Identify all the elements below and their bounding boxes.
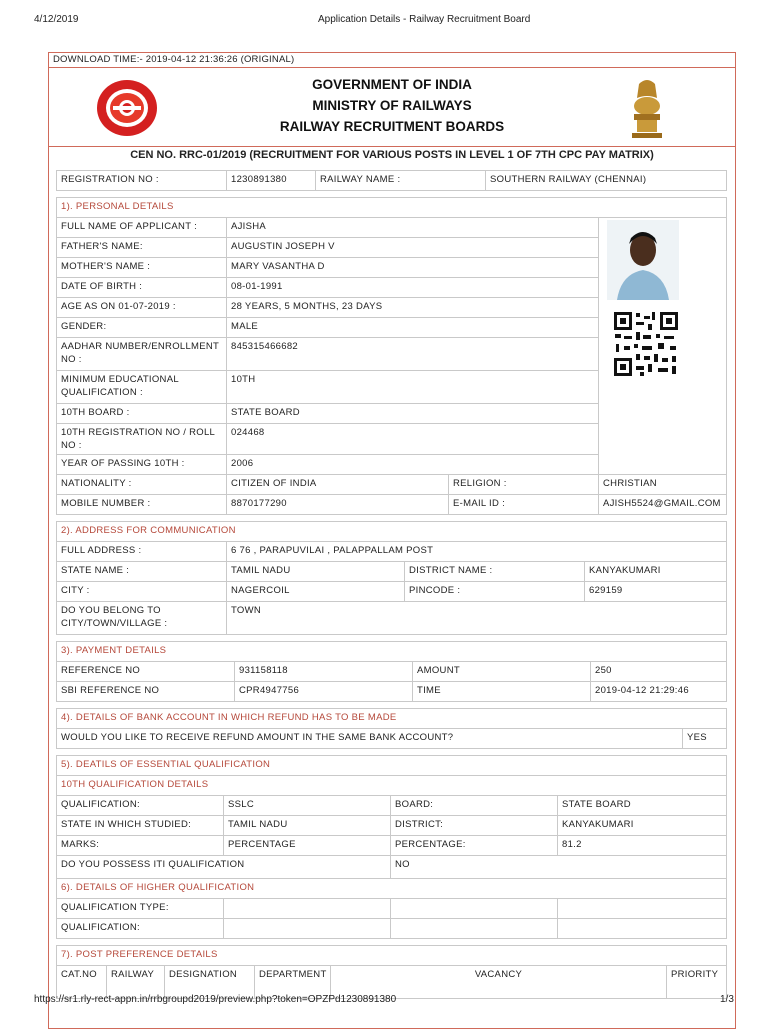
field-label: QUALIFICATION TYPE: [57,899,224,919]
field-value: PERCENTAGE [224,836,391,856]
table-row [57,816,727,836]
registration-value: 1230891380 [227,171,316,191]
print-date: 4/12/2019 [34,14,79,25]
religion-value: CHRISTIAN [599,475,727,495]
column-header: VACANCY [331,966,667,999]
post-preference-table [56,945,727,999]
religion-label: RELIGION : [449,475,599,495]
field-value: NAGERCOIL [227,582,405,602]
field-label: PERCENTAGE: [391,836,558,856]
field-value: 629159 [585,582,727,602]
download-time: DOWNLOAD TIME:- 2019-04-12 21:36:26 (ORIGINAL) [49,53,735,68]
railway-name-value: SOUTHERN RAILWAY (CHENNAI) [486,171,727,191]
email-value: AJISH5524@GMAIL.COM [599,495,727,515]
field-label: YEAR OF PASSING 10TH : [57,455,227,475]
table-row [57,836,727,856]
bank-table [56,708,727,749]
applicant-photo [607,220,679,300]
email-label: E-MAIL ID : [449,495,599,515]
print-title: Application Details - Railway Recruitment Board [318,14,531,25]
field-label: TIME [413,682,591,702]
column-header: DESIGNATION [165,966,255,999]
field-label: BOARD: [391,796,558,816]
field-label: DISTRICT: [391,816,558,836]
field-label: AGE AS ON 01-07-2019 : [57,298,227,318]
field-value: STATE BOARD [227,404,599,424]
field-value: STATE BOARD [558,796,727,816]
subsection-title: 10TH QUALIFICATION DETAILS [57,776,727,796]
field-label: SBI REFERENCE NO [57,682,235,702]
field-label: AADHAR NUMBER/ENROLLMENT NO : [57,338,227,371]
field-label: FATHER'S NAME: [57,238,227,258]
table-row [57,218,727,238]
header-line1: GOVERNMENT OF INDIA [312,77,472,92]
qr-code [612,310,680,378]
document-header [49,68,735,146]
field-label: REFERENCE NO [57,662,235,682]
field-label: DO YOU POSSESS ITI QUALIFICATION [57,856,391,879]
section-title: 3). PAYMENT DETAILS [57,642,727,662]
field-label: FULL ADDRESS : [57,542,227,562]
table-row [57,495,727,515]
section-title: 1). PERSONAL DETAILS [57,198,727,218]
table-row [57,582,727,602]
table-row [57,602,727,635]
field-value: 2019-04-12 21:29:46 [591,682,727,702]
field-value: 81.2 [558,836,727,856]
field-value: 08-01-1991 [227,278,599,298]
address-table [56,521,727,635]
registration-label: REGISTRATION NO : [57,171,227,191]
payment-table [56,641,727,702]
print-footer-url: https://sr1.rly-rect-appn.in/rrbgroupd2019/preview.php?token=OPZPd1230891380 [34,994,397,1005]
table-row [57,919,727,939]
section-title: 5). DEATILS OF ESSENTIAL QUALIFICATION [57,756,727,776]
section-title: 7). POST PREFERENCE DETAILS [57,946,727,966]
ashoka-emblem [625,76,669,142]
field-value: 28 YEARS, 5 MONTHS, 23 DAYS [227,298,599,318]
column-header: DEPARTMENT [255,966,331,999]
railway-name-label: RAILWAY NAME : [316,171,486,191]
print-page-number: 1/3 [720,994,734,1005]
header-line2: MINISTRY OF RAILWAYS [312,98,472,113]
field-value: 6 76 , PARAPUVILAI , PALAPPALLAM POST [227,542,727,562]
field-value: TAMIL NADU [224,816,391,836]
mobile-label: MOBILE NUMBER : [57,495,227,515]
table-row [57,856,727,879]
field-value: KANYAKUMARI [585,562,727,582]
field-label: MARKS: [57,836,224,856]
field-label: MOTHER'S NAME : [57,258,227,278]
column-header: CAT.NO [57,966,107,999]
section-title: 4). DETAILS OF BANK ACCOUNT IN WHICH REFUND HAS TO BE MADE [57,709,727,729]
field-value: MALE [227,318,599,338]
table-row [57,729,727,749]
table-row [57,562,727,582]
field-label: 10TH REGISTRATION NO / ROLL NO : [57,424,227,455]
field-value: 2006 [227,455,599,475]
field-label: FULL NAME OF APPLICANT : [57,218,227,238]
field-value: CPR4947756 [235,682,413,702]
table-row [57,796,727,816]
field-label: DISTRICT NAME : [405,562,585,582]
registration-table [56,170,727,191]
field-value: 845315466682 [227,338,599,371]
field-value: AUGUSTIN JOSEPH V [227,238,599,258]
table-row [57,662,727,682]
column-header: PRIORITY [667,966,727,999]
field-value: 024468 [227,424,599,455]
field-value: NO [391,856,727,879]
table-row [57,899,727,919]
field-value: SSLC [224,796,391,816]
table-row [57,475,727,495]
field-label: DATE OF BIRTH : [57,278,227,298]
field-value: KANYAKUMARI [558,816,727,836]
column-header: RAILWAY [107,966,165,999]
field-label: GENDER: [57,318,227,338]
field-value: 250 [591,662,727,682]
table-row [57,171,727,191]
essential-qualification-table [56,755,727,939]
table-row [57,682,727,702]
application-document [48,52,736,1029]
field-label: STATE NAME : [57,562,227,582]
personal-details-table [56,197,727,515]
field-value: MARY VASANTHA D [227,258,599,278]
header-line3: RAILWAY RECRUITMENT BOARDS [279,119,505,134]
nationality-label: NATIONALITY : [57,475,227,495]
section-title: 2). ADDRESS FOR COMMUNICATION [57,522,727,542]
field-label: AMOUNT [413,662,591,682]
field-label: DO YOU BELONG TO CITY/TOWN/VILLAGE : [57,602,227,635]
field-value: YES [683,729,727,749]
field-label: MINIMUM EDUCATIONAL QUALIFICATION : [57,371,227,404]
cen-title: CEN NO. RRC-01/2019 (RECRUITMENT FOR VARIOUS POSTS IN LEVEL 1 OF 7TH CPC PAY MATRIX) [49,146,735,164]
field-label: QUALIFICATION: [57,796,224,816]
photo-qr-cell [599,218,727,475]
field-label: 10TH BOARD : [57,404,227,424]
table-row [57,542,727,562]
field-label: QUALIFICATION: [57,919,224,939]
field-value: AJISHA [227,218,599,238]
field-value: TAMIL NADU [227,562,405,582]
field-value: TOWN [227,602,727,635]
field-value: 10TH [227,371,599,404]
field-value: 931158118 [235,662,413,682]
nationality-value: CITIZEN OF INDIA [227,475,449,495]
mobile-value: 8870177290 [227,495,449,515]
field-label: STATE IN WHICH STUDIED: [57,816,224,836]
field-label: CITY : [57,582,227,602]
field-label: WOULD YOU LIKE TO RECEIVE REFUND AMOUNT IN THE SAME BANK ACCOUNT? [57,729,683,749]
section-title: 6). DETAILS OF HIGHER QUALIFICATION [57,879,727,899]
field-label: PINCODE : [405,582,585,602]
